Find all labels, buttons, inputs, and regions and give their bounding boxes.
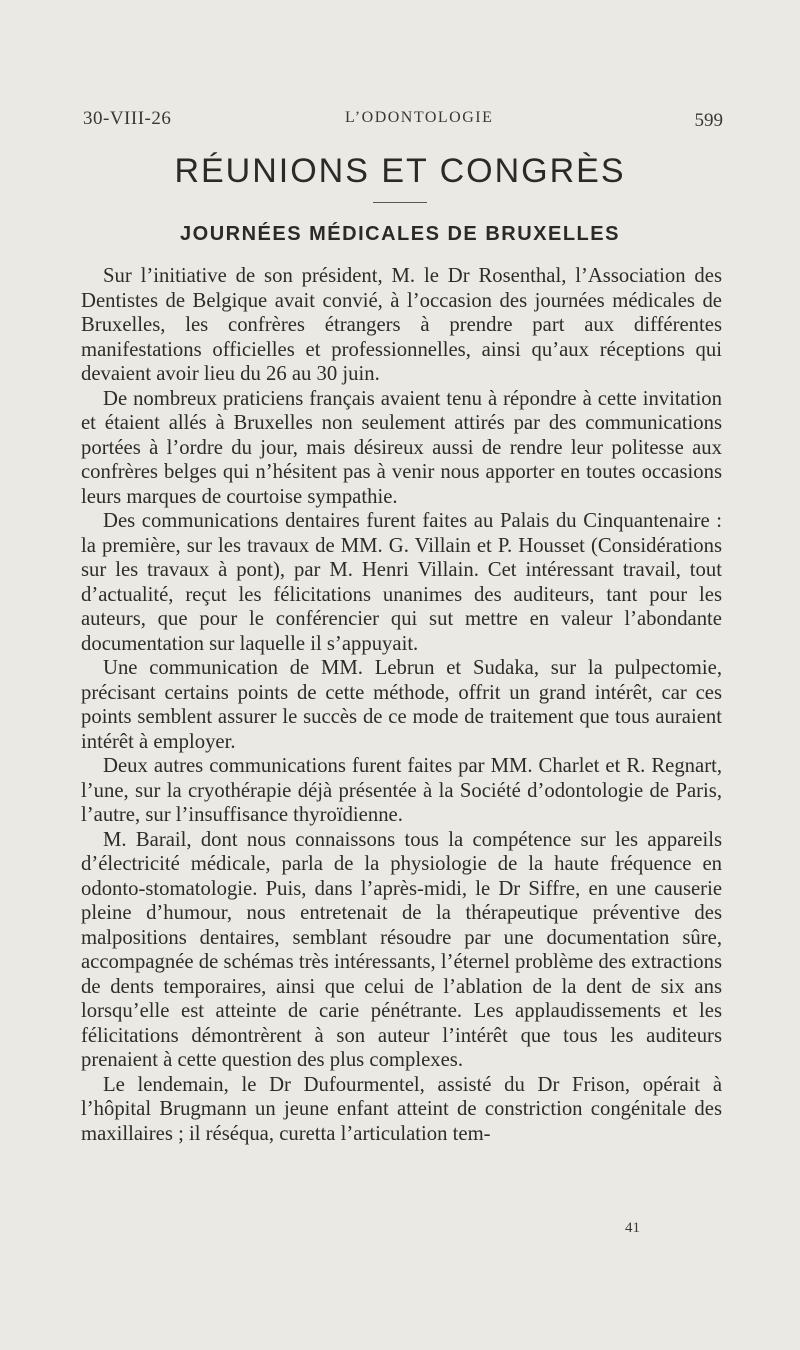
- article-body: [81, 264, 722, 1146]
- paragraph: Des communications dentaires furent faites au Palais du Cinquantenaire : la première, sur les travaux de MM. G. Villain et P. Housset (Considérations sur les travaux à pont), par M. Henri Villain. Cet intéressant travail, tout d’actualité, reçut les félicitations unanimes des auditeurs, tant pour les auteurs, que pour le conférencier qui sut mettre en valeur l’abondante documentation sur laquelle il s’appuyait.: [81, 510, 722, 655]
- paragraph: Une communication de MM. Lebrun et Sudaka, sur la pulpectomie, précisant certains points de cette méthode, offrit un grand intérêt, car ces points semblent assurer le succès de ce mode de traitement que tous auraient intérêt à employer.: [81, 657, 722, 753]
- paragraph: Deux autres communications furent faites par MM. Charlet et R. Regnart, l’une, sur la cryothérapie déjà présentée à la Société d’odontologie de Paris, l’autre, sur l’insuffisance thyroïdienne.: [81, 755, 722, 826]
- paragraph: Sur l’initiative de son président, M. le Dr Rosenthal, l’Association des Dentistes de Belgique avait convié, à l’occasion des journées médicales de Bruxelles, les confrères étrangers à prendre part aux différentes manifestations officielles et professionnelles, ainsi qu’aux réceptions qui devaient avoir lieu du 26 au 30 juin.: [81, 265, 722, 385]
- page-title: RÉUNIONS ET CONGRÈS: [174, 152, 626, 190]
- paragraph: Le lendemain, le Dr Dufourmentel, assisté du Dr Frison, opérait à l’hôpital Brugmann un jeune enfant atteint de constriction congénitale des maxillaires ; il réséqua, curetta l’articulation tem-: [81, 1073, 722, 1145]
- running-head: [83, 108, 723, 136]
- section-title: JOURNÉES MÉDICALES DE BRUXELLES: [180, 223, 620, 245]
- paragraph: M. Barail, dont nous connaissons tous la compétence sur les appareils d’électricité médicale, parla de la physiologie de la haute fréquence en odonto-stomatologie. Puis, dans l’après-midi, le Dr Siffre, en une causerie pleine d’humour, nous entretenait de la thérapeutique préventive des malpositions dentaires, semblant résoudre par une documentation sûre, accompagnée de schémas très intéressants, l’éternel problème des extractions de dents temporaires, ainsi que celui de l’ablation de la dent de six ans lorsqu’elle est atteinte de carie pénétrante. Les applaudissements et les félicitations démontrèrent à son auteur l’intérêt que tous les auditeurs prenaient à cette question des plus complexes.: [81, 828, 722, 1071]
- paragraph: De nombreux praticiens français avaient tenu à répondre à cette invitation et étaient allés à Bruxelles non seulement attirés par des communications portées à l’ordre du jour, mais désireux aussi de rendre leur politesse aux confrères belges qui n’hésitent pas à venir nous apporter en toutes occasions leurs marques de courtoise sympathie.: [81, 387, 722, 508]
- page-number: 599: [694, 110, 723, 131]
- signature-mark: 41: [625, 1220, 640, 1236]
- journal-name: L’ODONTOLOGIE: [345, 109, 494, 126]
- issue-date: 30-VIII-26: [83, 108, 172, 129]
- title-divider: [373, 202, 427, 203]
